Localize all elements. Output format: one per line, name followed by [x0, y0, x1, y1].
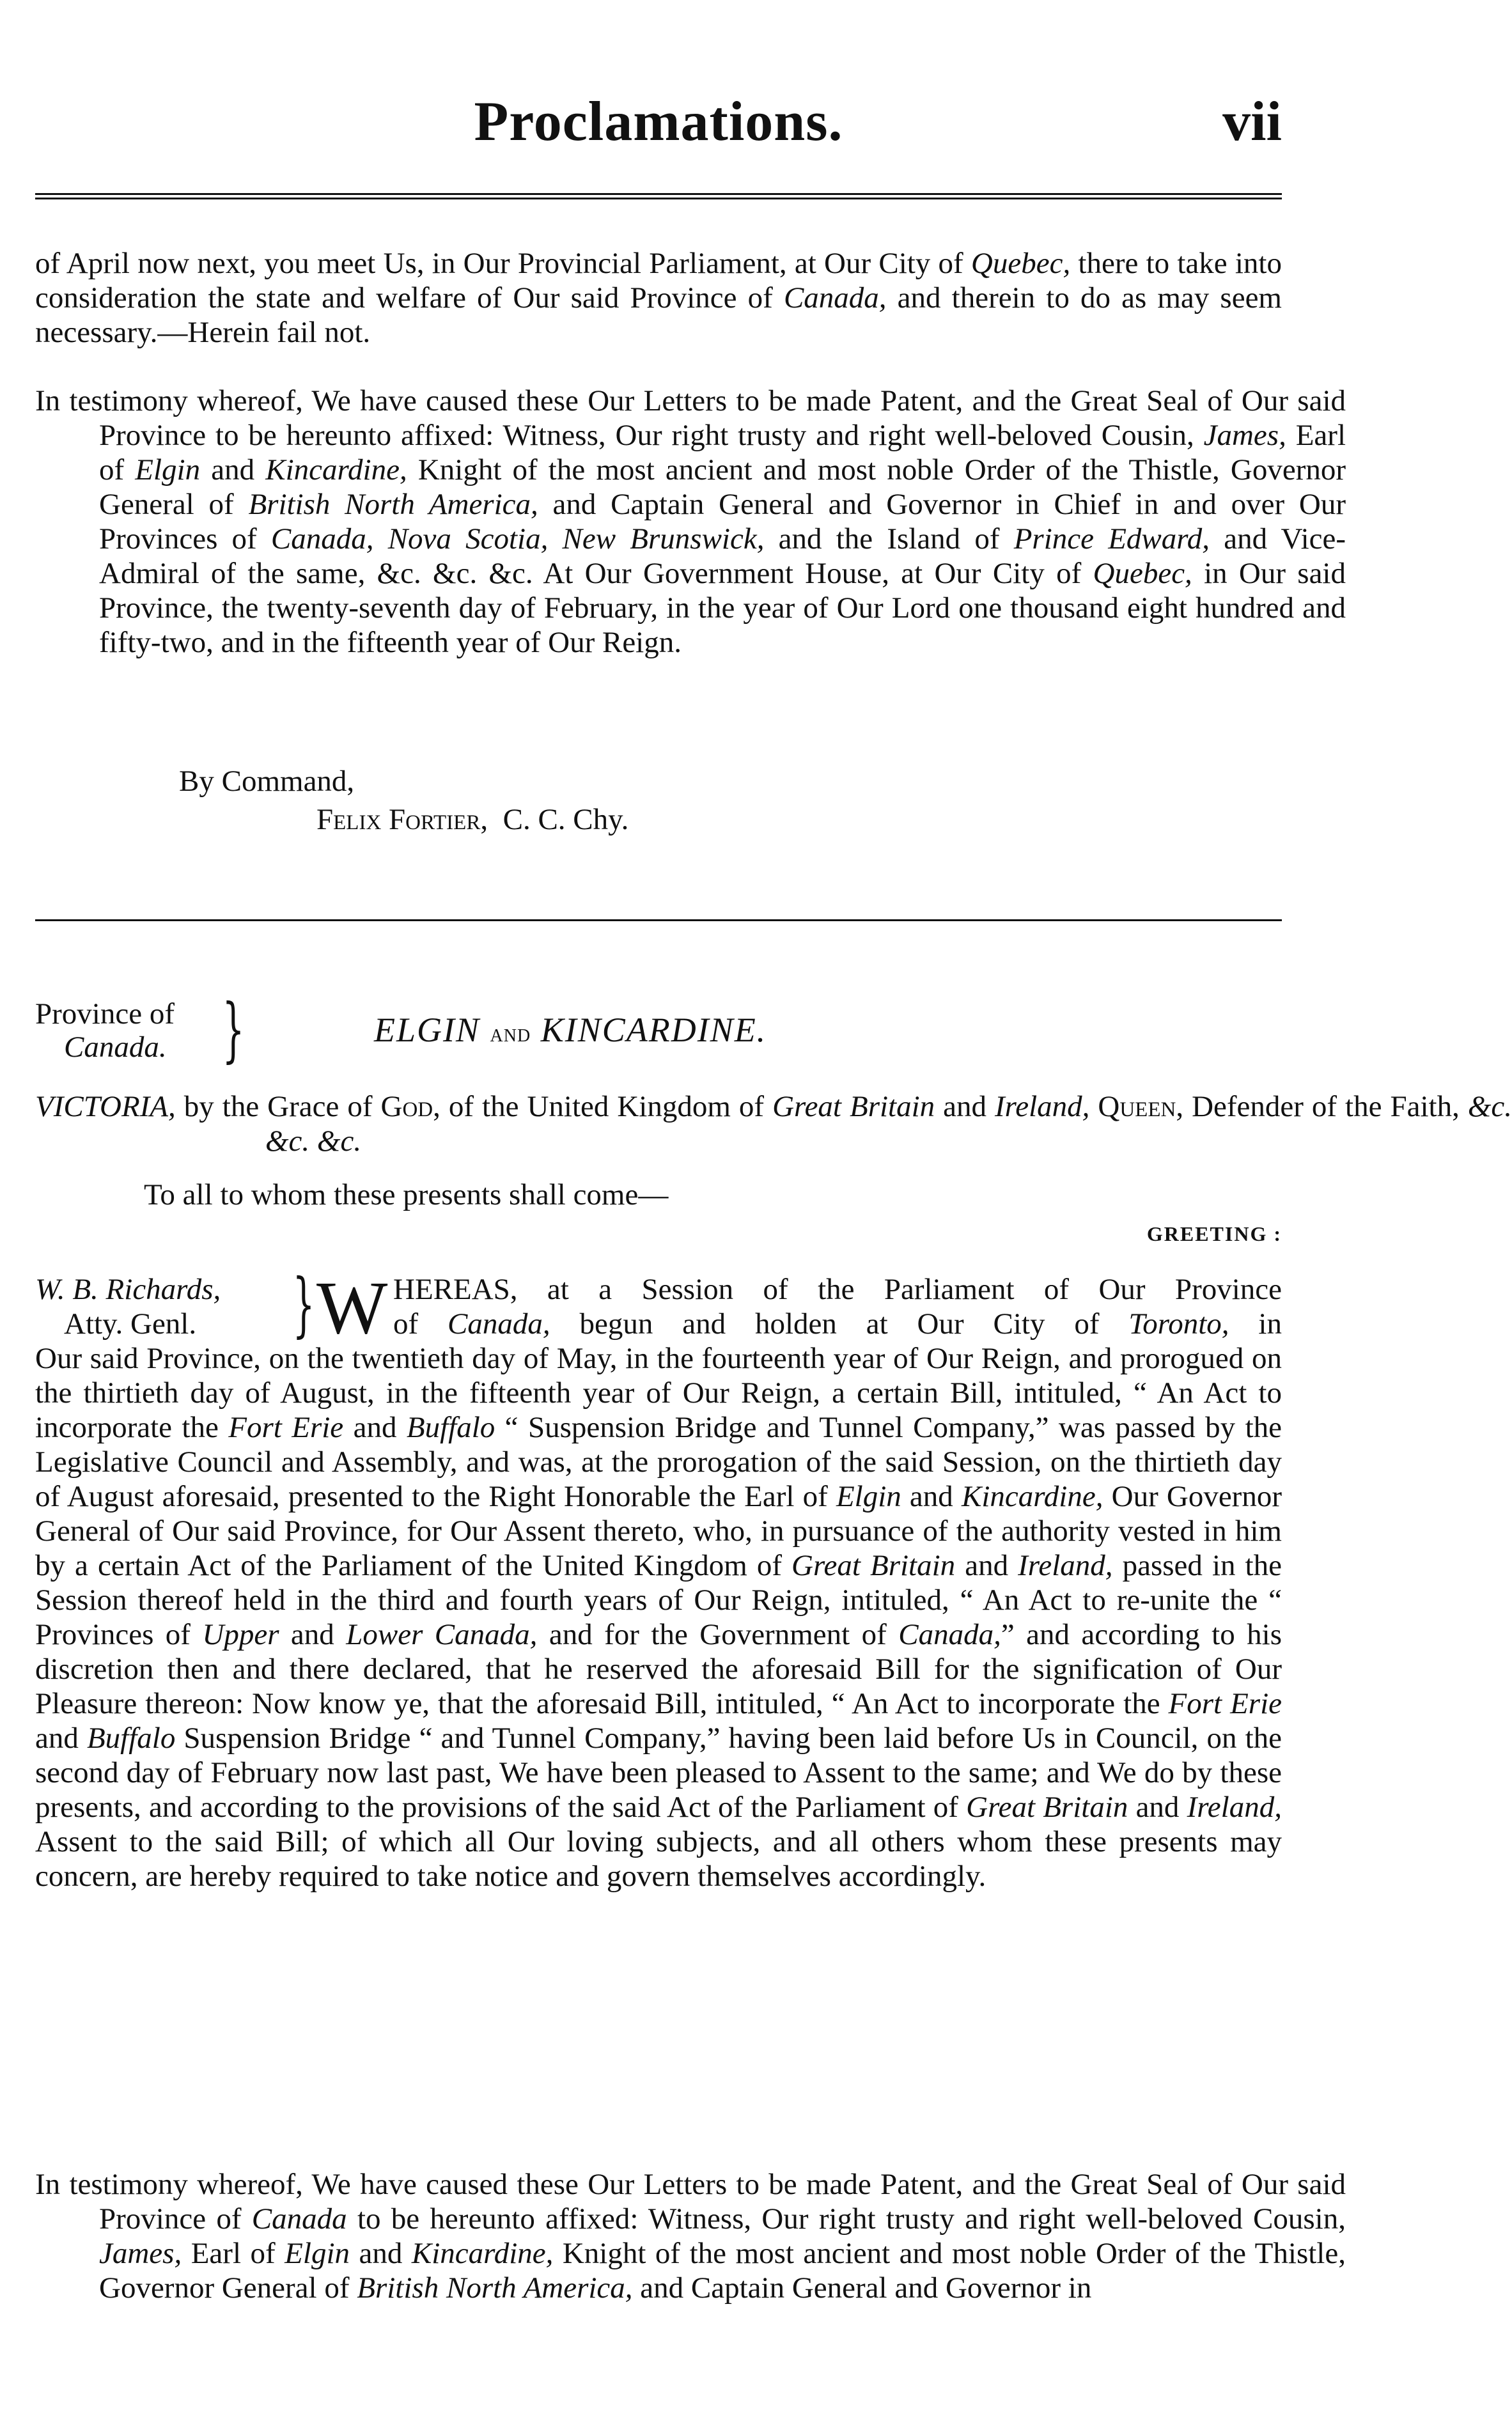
- text-run: to be hereunto affixed: Witness, Our right trusty and right well-beloved Cousin,: [347, 2202, 1346, 2236]
- italic-text-run: Canada, Nova Scotia, New Brunswick,: [270, 522, 765, 556]
- italic-text-run: Buffalo: [86, 1722, 176, 1755]
- text-run: “ Suspension Bridge and Tunnel Company,” was passed by the Legislative Council and Assembly, and was, at the prorogation of the said Session, on the thirtieth day of August aforesaid, presented to the Right Honorable the Earl of: [35, 1411, 1282, 1513]
- italic-text-run: Fort Erie: [228, 1411, 344, 1444]
- text-run: and Captain General and Governor in: [632, 2271, 1092, 2305]
- text-run: and: [35, 1722, 87, 1755]
- caption-kincardine: KINCARDINE.: [540, 1011, 767, 1049]
- italic-text-run: Great Britain: [772, 1090, 935, 1123]
- text-run: and Vice-Admiral of the same, &c. &c. &c. At Our Government House, at Our City of: [99, 522, 1346, 590]
- text-run: Assent to the said Bill; of which all Our loving subjects, and all others whom these presents may concern, are hereby required to take notice and govern themselves accordingly.: [35, 1825, 1282, 1893]
- text-run: Suspension Bridge “ and Tunnel Company,” having been laid before Us in Council, on the second day of February now last past, We have been pleased to Assent to the same; and We do by these presents, and according to the provisions of the said Act of the Parliament of: [35, 1722, 1282, 1824]
- text-run: and: [955, 1549, 1018, 1582]
- attorney-title: Atty. Genl.: [64, 1307, 197, 1341]
- text-run: [1089, 1090, 1098, 1123]
- italic-text-run: Great Britain: [791, 1549, 956, 1582]
- italic-text-run: James,: [99, 2237, 182, 2270]
- text-run: HEREAS, at a Session of the Parliament of Our Province: [393, 1273, 1282, 1306]
- testimony2-paragraph: [35, 2167, 1346, 2305]
- text-run: and: [901, 1480, 962, 1513]
- italic-text-run: Buffalo: [406, 1411, 495, 1444]
- text-run: and: [1128, 1791, 1187, 1824]
- italic-text-run: Canada,: [783, 281, 887, 315]
- text-run: and: [279, 1618, 347, 1651]
- caption-elgin: ELGIN: [374, 1011, 481, 1049]
- greeting: GREETING :: [1146, 1222, 1282, 1245]
- italic-text-run: Quebec,: [1093, 557, 1192, 590]
- text-run: Our Governor General of Our said Province, for Our Assent thereto, who, in pursuance of the authority vested in him by a certain Act of the Parliament of the United Kingdom of: [35, 1480, 1282, 1582]
- small-caps-text-run: Queen,: [1098, 1090, 1184, 1123]
- by-command: By Command,: [179, 765, 355, 798]
- attorney-name: W. B. Richards,: [35, 1273, 221, 1306]
- text-run: and Captain General and Governor in Chief in and over Our Provinces of: [99, 488, 1346, 556]
- italic-text-run: Elgin: [135, 453, 201, 486]
- text-run: and the Island of: [764, 522, 1014, 556]
- to-all-line: To all to whom these presents shall come—: [144, 1178, 669, 1211]
- italic-text-run: Kincardine,: [411, 2237, 554, 2270]
- signatory: [316, 802, 628, 837]
- drop-cap: W: [316, 1266, 388, 1350]
- italic-text-run: Kincardine,: [961, 1480, 1103, 1513]
- italic-text-run: Elgin: [284, 2237, 350, 2270]
- text-run: In testimony whereof, We have caused these Our Letters to be made Patent, and the Great Seal of Our said Province of: [35, 2168, 1346, 2236]
- victoria-paragraph: [35, 1089, 1512, 1158]
- italic-text-run: Ireland,: [995, 1090, 1090, 1123]
- text-run: and: [935, 1090, 995, 1123]
- italic-text-run: Prince Edward,: [1013, 522, 1210, 556]
- italic-text-run: Canada,: [448, 1307, 550, 1341]
- text-run: in Our said Province, the twenty-seventh day of February, in the year of Our Lord one thousand eight hundred and fifty-two, and in the fifteenth year of Our Reign.: [99, 557, 1346, 659]
- text-run: ” and according to his discretion then and there declared, that he reserved the aforesaid Bill for the signification of Our Pleasure thereon: Now know ye, that the aforesaid Bill, intituled, “ An Act to incorporate the: [35, 1618, 1282, 1720]
- page-number: vii: [1222, 91, 1282, 153]
- italic-text-run: VICTORIA,: [35, 1090, 176, 1123]
- running-header: [35, 89, 1282, 153]
- proclamation-caption: [374, 1010, 767, 1050]
- text-run: begun and holden at Our City of: [550, 1307, 1129, 1341]
- italic-text-run: British North America,: [357, 2271, 633, 2305]
- section-divider: [35, 919, 1282, 921]
- italic-text-run: Lower Canada,: [346, 1618, 538, 1651]
- header-rule: [35, 193, 1282, 199]
- italic-text-run: Ireland,: [1018, 1549, 1113, 1582]
- province-line2: Canada.: [64, 1031, 167, 1064]
- text-run: In testimony whereof, We have caused these Our Letters to be made Patent, and the Great Seal of Our said Province to be hereunto affixed: Witness, Our right trusty and right well-beloved Cousin,: [35, 384, 1346, 452]
- italic-text-run: British North America,: [248, 488, 538, 521]
- continued-paragraph: [35, 246, 1282, 350]
- italic-text-run: Toronto,: [1128, 1307, 1229, 1341]
- province-marginal: [35, 997, 175, 1064]
- italic-text-run: Ireland,: [1187, 1791, 1282, 1824]
- page-title: Proclamations.: [474, 91, 843, 153]
- caption-and: and: [490, 1018, 531, 1047]
- text-run: of: [393, 1307, 448, 1341]
- text-run: and: [200, 453, 266, 486]
- text-run: and: [350, 2237, 412, 2270]
- italic-text-run: Kincardine,: [265, 453, 407, 486]
- text-run: passed in the Session thereof held in the third and fourth years of Our Reign, intituled, “ An Act to re-unite the “ Provinces of: [35, 1549, 1282, 1651]
- italic-text-run: Canada: [251, 2202, 347, 2236]
- signatory-title: C. C. Chy.: [503, 803, 629, 836]
- text-run: Our said Province, on the twentieth day of May, in the fourteenth year of Our Reign, and prorogued on the thirtieth day of August, in the fifteenth year of Our Reign, a certain Bill, intituled, “ An Act to incorporate the: [35, 1342, 1282, 1444]
- province-brace: }: [222, 988, 245, 1070]
- text-run: Earl of: [99, 419, 1346, 486]
- province-line1: Province of: [35, 997, 175, 1031]
- text-run: Knight of the most ancient and most noble Order of the Thistle, Governor General of: [99, 453, 1346, 521]
- text-run: by the Grace of: [175, 1090, 381, 1123]
- italic-text-run: Great Britain: [966, 1791, 1128, 1824]
- italic-text-run: Canada,: [898, 1618, 1001, 1651]
- text-run: in: [1229, 1307, 1282, 1341]
- italic-text-run: &c. &c. &c.: [265, 1090, 1512, 1158]
- italic-text-run: Quebec,: [970, 247, 1071, 280]
- text-run: Defender of the Faith,: [1183, 1090, 1468, 1123]
- attorney-sidenote: [35, 1272, 221, 1341]
- italic-text-run: James,: [1203, 419, 1286, 452]
- text-run: Earl of: [182, 2237, 285, 2270]
- text-run: and therein to do as may seem necessary.—Herein fail not.: [35, 281, 1282, 349]
- text-run: there to take into consideration the state and welfare of Our said Province of: [35, 247, 1282, 315]
- small-caps-text-run: God,: [380, 1090, 440, 1123]
- text-run: and for the Government of: [537, 1618, 899, 1651]
- signatory-name: Felix Fortier,: [316, 803, 488, 836]
- text-run: of the United Kingdom of: [440, 1090, 773, 1123]
- text-run: and: [343, 1411, 407, 1444]
- testimony-paragraph: [35, 384, 1346, 660]
- italic-text-run: Upper: [202, 1618, 279, 1651]
- whereas-line2: [393, 1307, 1282, 1341]
- italic-text-run: Fort Erie: [1168, 1687, 1282, 1720]
- attorney-brace: }: [292, 1263, 315, 1345]
- italic-text-run: Elgin: [836, 1480, 901, 1513]
- text-run: of April now next, you meet Us, in Our Provincial Parliament, at Our City of: [35, 247, 971, 280]
- whereas-line1: [393, 1272, 1282, 1307]
- whereas-paragraph: [35, 1341, 1282, 1894]
- text-run: Knight of the most ancient and most noble Order of the Thistle, Governor General of: [99, 2237, 1346, 2305]
